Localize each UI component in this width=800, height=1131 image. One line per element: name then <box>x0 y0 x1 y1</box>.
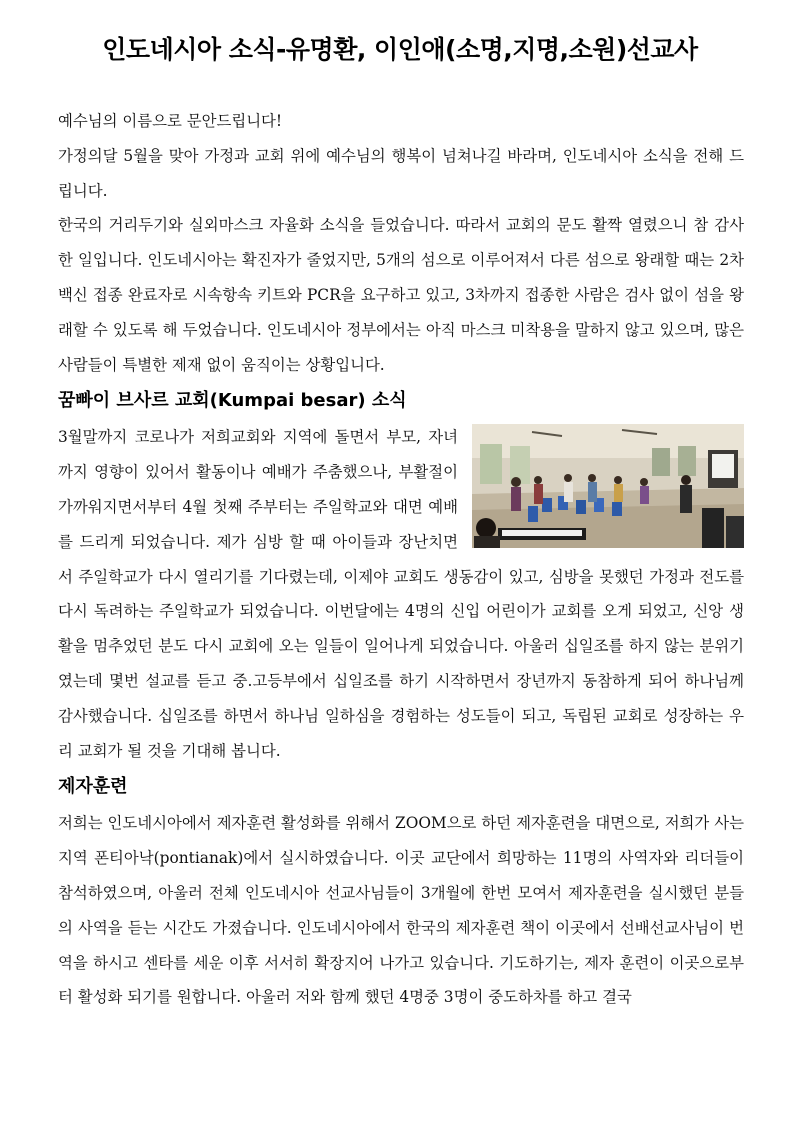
section-kumpai-besar-text: 3월말까지 코로나가 저희교회와 지역에 돌면서 부모, 자녀까지 영향이 있어서 활동이나 예배가 주춤했으나, 부활절이 가까워지면서부터 4월 첫째 주부터는 주일학교와 대면 예배를 드리게 되었습니다. 제가 심방 할 때 아이들과 장난치면서 주일학교가 다시 열리기를 기다렸는데, 이제야 교회도 생동감이 있고, 심방을 못했던 가정과 전도를 다시 독려하는 주일학교가 되었습니다. 이번달에는 4명의 신입 어린이가 교회를 오게 되었고, 신앙 생활을 멈추었던 분도 다시 교회에 오는 일들이 일어나게 되었습니다. 아울러 십일조를 하지 않는 분위기였는데 몇번 설교를 듣고 중.고등부에서 십일조를 하기 시작하면서 장년까지 동참하게 되어 하나님께 감사했습니다. 십일조를 하면서 하나님 일하심을 경험하는 성도들이 되고, 독립된 교회로 성장하는 우리 교회가 될 것을 기대해 봅니다. <box>58 428 744 760</box>
section-heading-discipleship: 제자훈련 <box>58 776 128 798</box>
intro-paragraph-2: 한국의 거리두기와 실외마스크 자율화 소식을 들었습니다. 따라서 교회의 문도 활짝 열렸으니 참 감사한 일입니다. 인도네시아는 확진자가 줄었지만, 5개의 섬으로 이루어져서 다른 섬으로 왕래할 때는 2차백신 접종 완료자로 시속항속 키트와 PCR을 요구하고 있고, 3차까지 접종한 사람은 검사 없이 섬을 왕래할 수 있도록 해 두었습니다. 인도네시아 정부에서는 아직 마스크 미착용을 말하지 않고 있으며, 많은 사람들이 특별한 제재 없이 움직이는 상황입니다. <box>58 216 744 374</box>
church-photo-image <box>472 424 744 548</box>
section-discipleship-paragraph: 저희는 인도네시아에서 제자훈련 활성화를 위해서 ZOOM으로 하던 제자훈련을 대면으로, 저희가 사는 지역 폰티아낙(pontianak)에서 실시하였습니다. 이곳 교단에서 희망하는 11명의 사역자와 리더들이 참석하였으며, 아울러 전체 인도네시아 선교사님들이 3개월에 한번 모여서 제자훈련을 실시했던 분들의 사역을 듣는 시간도 가졌습니다. 인도네시아에서 한국의 제자훈련 책이 이곳에서 선배선교사님이 번역을 하시고 센타를 세운 이후 서서히 확장지어 나가고 있습니다. 기도하기는, 제자 훈련이 이곳으로부터 활성화 되기를 원합니다. 아울러 저와 함께 했던 4명중 3명이 중도하차를 하고 결국 <box>58 814 744 1007</box>
section-kumpai-besar-paragraph <box>58 420 744 768</box>
greeting-paragraph: 예수님의 이름으로 문안드립니다! <box>58 112 283 130</box>
page-title: 인도네시아 소식-유명환, 이인애(소명,지명,소원)선교사 <box>102 35 698 64</box>
church-photo <box>472 424 744 548</box>
document-body <box>58 104 744 1015</box>
section-heading-kumpai-besar: 꿈빠이 브사르 교회(Kumpai besar) 소식 <box>58 390 407 412</box>
intro-paragraph-1: 가정의달 5월을 맞아 가정과 교회 위에 예수님의 행복이 넘쳐나길 바라며, 인도네시아 소식을 전해 드립니다. <box>58 146 744 200</box>
